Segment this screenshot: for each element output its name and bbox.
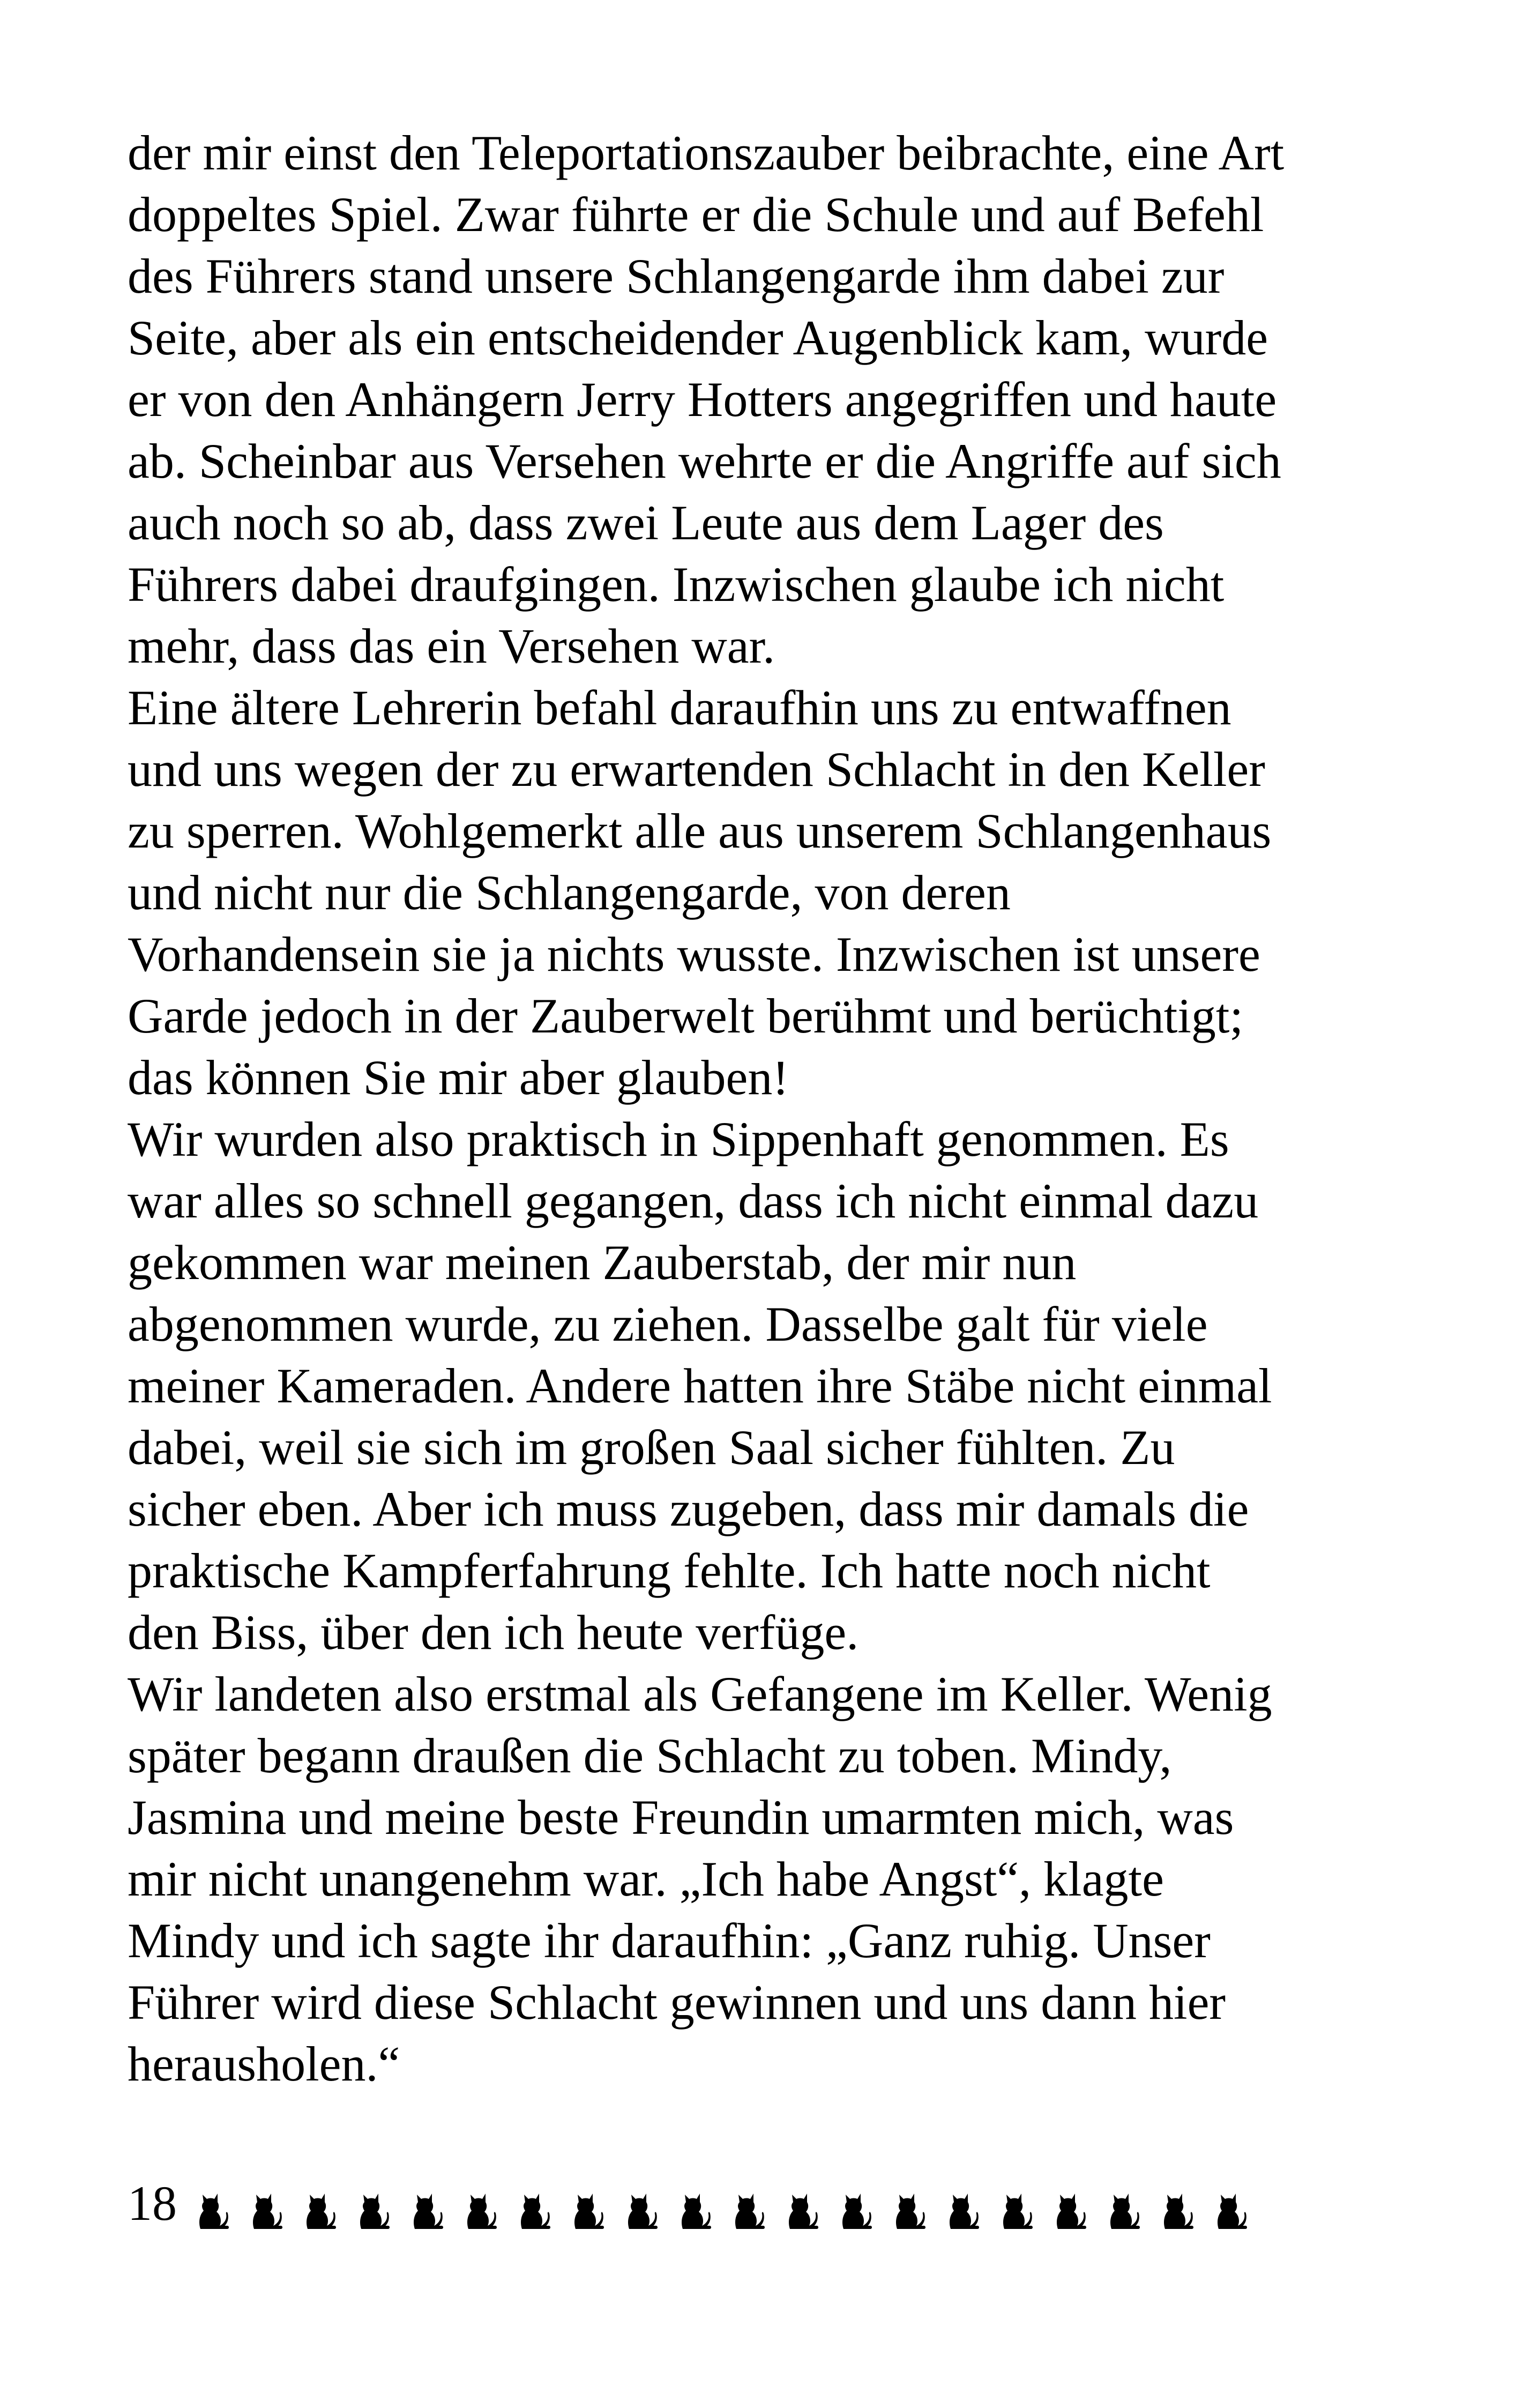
text-line: Eine ältere Lehrerin befahl daraufhin uns zu entwaffnen	[128, 680, 1231, 735]
sitting-cat-icon	[518, 2191, 553, 2230]
sitting-cat-icon	[946, 2191, 982, 2230]
sitting-cat-icon	[303, 2191, 339, 2230]
sitting-cat-icon	[893, 2191, 928, 2230]
cat-ornament-row	[196, 2176, 1250, 2230]
text-line: herausholen.“	[128, 2037, 400, 2091]
sitting-cat-icon	[678, 2191, 714, 2230]
text-line: Vorhandensein sie ja nichts wusste. Inzwischen ist unsere	[128, 927, 1260, 982]
text-line: mehr, dass das ein Versehen war.	[128, 619, 775, 673]
text-line: Führers dabei draufgingen. Inzwischen glaube ich nicht	[128, 557, 1225, 612]
sitting-cat-icon	[196, 2191, 232, 2230]
text-line: des Führers stand unsere Schlangengarde ihm dabei zur	[128, 249, 1225, 303]
text-line: mir nicht unangenehm war. „Ich habe Angst“, klagte	[128, 1852, 1164, 1906]
text-line: war alles so schnell gegangen, dass ich nicht einmal dazu	[128, 1173, 1259, 1228]
text-line: dabei, weil sie sich im großen Saal sicher fühlten. Zu	[128, 1420, 1175, 1475]
text-line: Führer wird diese Schlacht gewinnen und uns dann hier	[128, 1975, 1226, 2030]
text-line: ab. Scheinbar aus Versehen wehrte er die Angriffe auf sich	[128, 434, 1281, 488]
text-line: Mindy und ich sagte ihr daraufhin: „Ganz ruhig. Unser	[128, 1913, 1211, 1968]
text-line: sicher eben. Aber ich muss zugeben, dass mir damals die	[128, 1482, 1249, 1536]
sitting-cat-icon	[1214, 2191, 1250, 2230]
sitting-cat-icon	[1000, 2191, 1035, 2230]
text-line: der mir einst den Teleportationszauber beibrachte, eine Art	[128, 125, 1285, 180]
sitting-cat-icon	[410, 2191, 446, 2230]
sitting-cat-icon	[625, 2191, 660, 2230]
text-line: später begann draußen die Schlacht zu toben. Mindy,	[128, 1728, 1172, 1783]
page-footer	[128, 2171, 1250, 2235]
text-line: er von den Anhängern Jerry Hotters angegriffen und haute	[128, 372, 1277, 427]
sitting-cat-icon	[786, 2191, 821, 2230]
sitting-cat-icon	[1107, 2191, 1143, 2230]
text-line: Wir landeten also erstmal als Gefangene im Keller. Wenig	[128, 1667, 1272, 1721]
text-line: und nicht nur die Schlangengarde, von deren	[128, 865, 1011, 920]
text-line: Jasmina und meine beste Freundin umarmten mich, was	[128, 1790, 1234, 1845]
text-line: abgenommen wurde, zu ziehen. Dasselbe galt für viele	[128, 1297, 1208, 1351]
text-line: doppeltes Spiel. Zwar führte er die Schule und auf Befehl	[128, 187, 1264, 242]
sitting-cat-icon	[839, 2191, 875, 2230]
sitting-cat-icon	[1054, 2191, 1089, 2230]
text-line: Garde jedoch in der Zauberwelt berühmt und berüchtigt;	[128, 989, 1244, 1043]
text-line: gekommen war meinen Zauberstab, der mir nun	[128, 1235, 1077, 1290]
sitting-cat-icon	[250, 2191, 285, 2230]
text-line: Wir wurden also praktisch in Sippenhaft genommen. Es	[128, 1112, 1229, 1166]
text-line: Seite, aber als ein entscheidender Augenblick kam, wurde	[128, 310, 1268, 365]
body-text	[128, 122, 1435, 2095]
sitting-cat-icon	[1161, 2191, 1196, 2230]
text-line: auch noch so ab, dass zwei Leute aus dem Lager des	[128, 495, 1164, 550]
text-line: zu sperren. Wohlgemerkt alle aus unserem Schlangenhaus	[128, 804, 1272, 858]
text-line: meiner Kameraden. Andere hatten ihre Stäbe nicht einmal	[128, 1358, 1272, 1413]
text-line: das können Sie mir aber glauben!	[128, 1050, 789, 1105]
sitting-cat-icon	[571, 2191, 607, 2230]
sitting-cat-icon	[464, 2191, 499, 2230]
text-line: praktische Kampferfahrung fehlte. Ich hatte noch nicht	[128, 1543, 1211, 1598]
sitting-cat-icon	[357, 2191, 392, 2230]
text-line: und uns wegen der zu erwartenden Schlacht in den Keller	[128, 742, 1265, 797]
text-line: den Biss, über den ich heute verfüge.	[128, 1605, 859, 1660]
sitting-cat-icon	[732, 2191, 767, 2230]
page-number: 18	[128, 2176, 177, 2231]
